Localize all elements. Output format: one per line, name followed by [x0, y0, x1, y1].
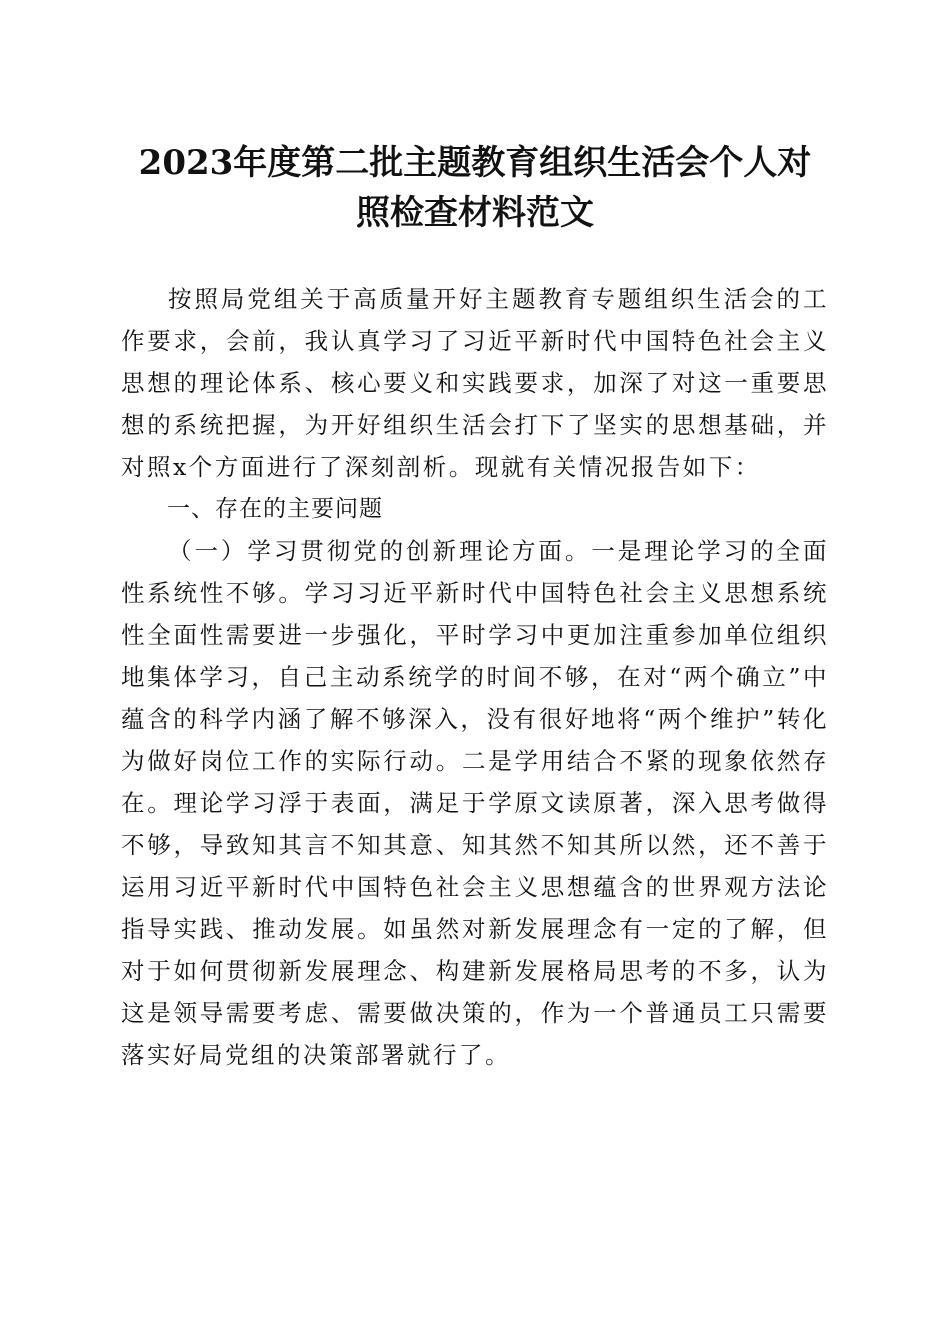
subsection-body: 一是理论学习的全面性系统性不够。学习习近平新时代中国特色社会主义思想系统性全面性需要进一步强化，平时学习中更加注重参加单位组织地集体学习，自己主动系统学的时间不够，在对“两个确立”中蕴含的科学内涵了解不够深入，没有很好地将“两个维护”转化为做好岗位工作的实际行动。二是学用结合不紧的现象依然存在。理论学习浮于表面，满足于学原文读原著，深入思考做得不够，导致知其言不知其意、知其然不知其所以然，还不善于运用习近平新时代中国特色社会主义思想蕴含的世界观方法论指导实践、推动发展。如虽然对新发展理念有一定的了解，但对于如何贯彻新发展理念、构建新发展格局思考的不多，认为这是领导需要考虑、需要做决策的，作为一个普通员工只需要落实好局党组的决策部署就行了。 — [121, 537, 830, 1069]
title-line-2: 照检查材料范文 — [356, 193, 594, 233]
document-body — [121, 278, 829, 1076]
subsection-paragraph — [121, 530, 829, 1076]
document-title — [100, 138, 850, 238]
intro-paragraph: 按照局党组关于高质量开好主题教育专题组织生活会的工作要求，会前，我认真学习了习近平新时代中国特色社会主义思想的理论体系、核心要义和实践要求，加深了对这一重要思想的系统把握，为开好组织生活会打下了坚实的思想基础，并对照x个方面进行了深刻剖析。现就有关情况报告如下： — [121, 285, 829, 481]
title-line-1: 2023年度第二批主题教育组织生活会个人对 — [138, 143, 812, 183]
section-heading-problems: 一、存在的主要问题 — [167, 496, 383, 522]
subsection-heading: （一）学习贯彻党的创新理论方面。 — [168, 537, 592, 565]
